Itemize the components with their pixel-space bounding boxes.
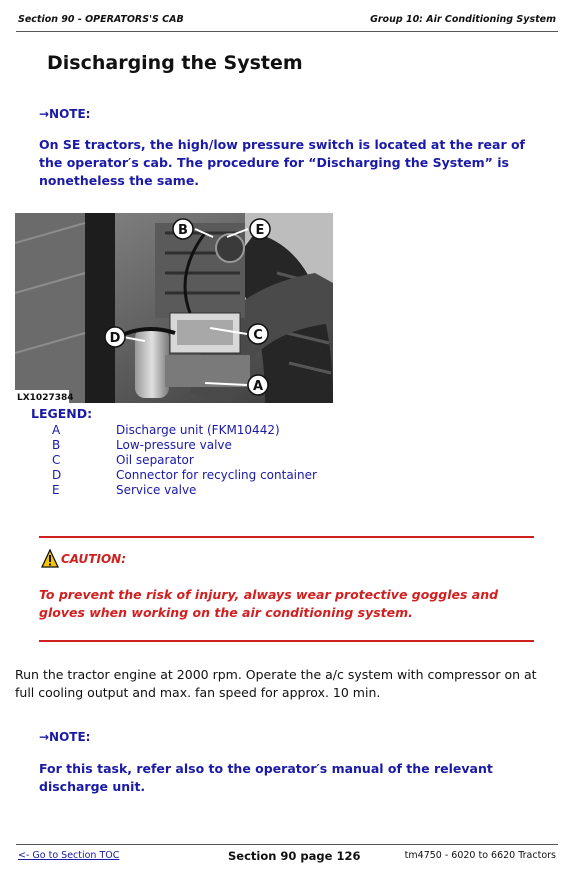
legend-label: Oil separator <box>116 453 194 467</box>
note-label: →NOTE: <box>39 730 91 744</box>
legend-key: E <box>52 483 60 497</box>
legend-item <box>52 438 352 453</box>
svg-text:B: B <box>178 223 188 238</box>
warning-triangle-icon <box>41 549 59 569</box>
header-divider <box>16 31 558 32</box>
legend-title: LEGEND: <box>31 406 93 421</box>
legend-key: B <box>52 438 61 452</box>
caution-text: To prevent the risk of injury, always wear protective goggles and gloves when working on the air conditioning system. <box>39 587 499 620</box>
svg-text:A: A <box>252 379 264 394</box>
legend-label: Discharge unit (FKM10442) <box>116 423 280 437</box>
callout-c <box>248 324 268 344</box>
callout-a <box>248 375 268 395</box>
legend-key: A <box>52 423 61 437</box>
callout-d <box>105 327 125 347</box>
discharge-unit-photo <box>15 213 333 403</box>
callout-b <box>173 219 193 239</box>
legend-item <box>52 483 352 498</box>
svg-text:E: E <box>255 223 265 238</box>
legend-key: C <box>52 453 61 467</box>
caution-bottom-rule <box>39 640 534 642</box>
legend-list <box>52 423 352 498</box>
legend-item <box>52 423 352 438</box>
legend-label: Low-pressure valve <box>116 438 232 452</box>
header-section: Section 90 - OPERATORS'S CAB <box>18 14 184 25</box>
header-group: Group 10: Air Conditioning System <box>370 14 556 25</box>
footer-divider <box>16 844 558 845</box>
note-text: On SE tractors, the high/low pressure switch is located at the rear of the operator′s cab. The procedure for “Discharging the System” is nonetheless the same. <box>39 137 525 188</box>
note-text: For this task, refer also to the operator′s manual of the relevant discharge unit. <box>39 761 493 794</box>
legend-key: D <box>52 468 62 482</box>
page-header <box>18 14 556 30</box>
legend-label: Service valve <box>116 483 197 497</box>
legend-item <box>52 453 352 468</box>
instruction-text: Run the tractor engine at 2000 rpm. Operate the a/c system with compressor on at full cooling output and max. fan speed for approx. 10 min. <box>15 667 537 700</box>
legend-item <box>52 468 352 483</box>
section-toc-link[interactable]: <- Go to Section TOC <box>18 850 120 861</box>
page-number: Section 90 page 126 <box>228 849 361 863</box>
photo-illustration <box>15 213 333 403</box>
callout-e <box>250 219 270 239</box>
caution-label: CAUTION: <box>61 552 126 566</box>
document-title: tm4750 - 6020 to 6620 Tractors <box>404 850 556 861</box>
figure-id: LX1027384 <box>17 393 74 403</box>
page-footer <box>18 850 556 866</box>
svg-text:C: C <box>253 328 263 343</box>
caution-top-rule <box>39 536 534 538</box>
note-label: →NOTE: <box>39 107 91 121</box>
svg-text:D: D <box>109 331 121 346</box>
page-title: Discharging the System <box>47 52 303 74</box>
legend-label: Connector for recycling container <box>116 468 317 482</box>
